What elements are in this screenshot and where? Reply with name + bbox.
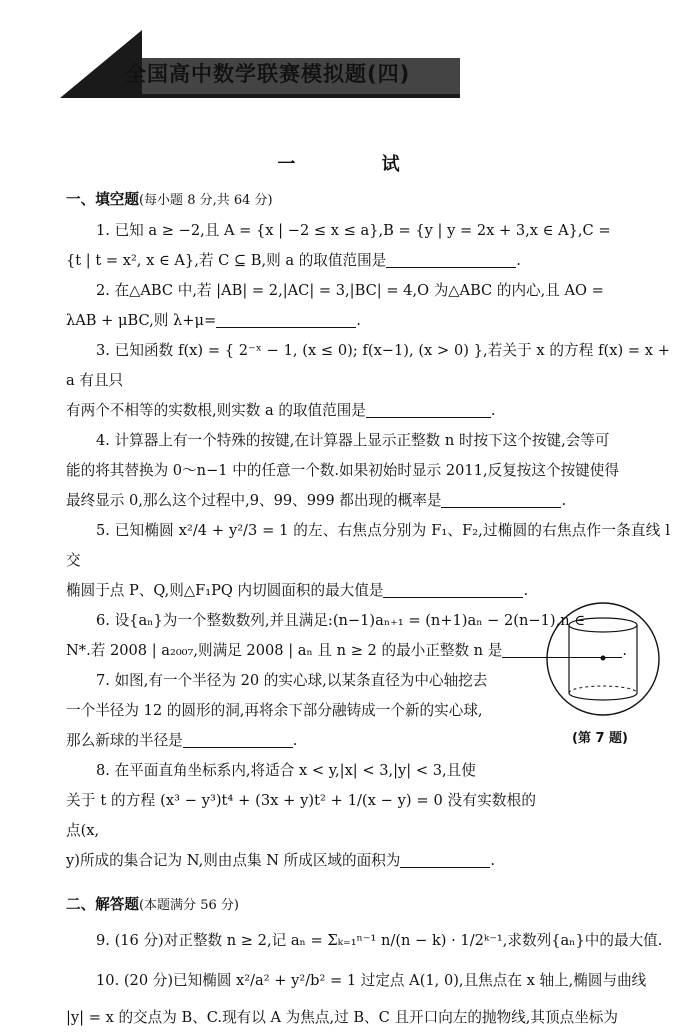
question-2: 2. 在△ABC 中,若 |AB| = 2,|AC| = 3,|BC| = 4,O 为△ABC 的内心,且 AO = bbox=[96, 282, 604, 299]
question-5: 5. 已知椭圆 x²/4 + y²/3 = 1 的左、右焦点分别为 F₁、F₂,过椭圆的右焦点作一条直线 l 交 bbox=[66, 522, 670, 569]
section2-heading: 二、解答题(本题满分 56 分) bbox=[66, 896, 239, 913]
exam-content: 一、填空题(每小题 8 分,共 64 分) 1. 已知 a ≥ −2,且 A = {x | −2 ≤ x ≤ a},B = {y | y = 2x + 3,x ∈ A},C = {t | t = x², x ∈ A},若 C ⊆ B,则 a 的取值范围是 . 2. 在△ABC 中,若 |AB| = 2,|AC| = 3,|BC| = 4,O 为△ABC 的内心,且 AO = λAB + μBC,则 λ+μ= . 3. 已知函数 f(x) = { 2⁻ˣ − 1, (x ≤ 0); f(x−1), (x > 0) },若关于 x 的方程 f(x) = x + a 有且只 有两个不相等的实数根,则实数 a 的取值范围是 . 4. 计算器上有一个特殊的按键,在计算器上显示正整数 n 时按下这个按键,会等可 能的将其替换为 0～n−1 中的任意一个数.如果初始时显示 2011,反复按这个按键使得 最终显示 0,那么这个过程中,9、99、999 都出现的概率是 . 5. 已知椭圆 x²/4 + y²/3 = 1 的左、右焦点分别为 F₁、F₂,过椭圆的右焦点作一条直线 l 交 椭圆于点 P、Q,则△F₁PQ 内切圆面积的最大值是 . 6. 设{aₙ}为一个整数数列,并且满足:(n−1)aₙ₊₁ = (n+1)aₙ − 2(n−1),n ∈ N*.若 2008 | a₂₀₀₇,则满足 2008 | aₙ 且 n ≥ 2 的最小正整数 n 是 . 7. 如图,有一个半径为 20 的实心球,以某条直径为中心轴挖去 一个半径为 12 的圆形的洞,再将余下部分融铸成一个新的实心球, 那么新球的半径是 . 8. 在平面直角坐标系内,将适合 x < y,|x| < 3,|y| < 3,且使 关于 t 的方程 (x³ − y³)t⁴ + (3x + y)t² + 1/(x − y) = 0 没有实数根的点(x, y)所成的集合记为 N,则由点集 N 所成区域的面积为 . 二、解答题(本题满分 56 分) 9. (16 分)对正整数 n ≥ 2,记 aₙ = Σₖ₌₁ⁿ⁻¹ n/(n − k) · 1/2ᵏ⁻¹,求数列{aₙ}中的最大值. 10. (20 分)已知椭圆 x²/a² + y²/b² = 1 过定点 A(1, 0),且焦点在 x 轴上,椭圆与曲线 |y| = x 的交点为 B、C.现有以 A 为焦点,过 B、C 且开口向左的抛物线,其顶点坐标为 bbox=[66, 185, 670, 1035]
figure-caption: (第 7 题) bbox=[572, 731, 628, 746]
question-1: 1. 已知 a ≥ −2,且 A = {x | −2 ≤ x ≤ a},B = {y | y = 2x + 3,x ∈ A},C = bbox=[96, 222, 611, 239]
exam-part-heading: 一 试 bbox=[277, 154, 440, 175]
question-6: 6. 设{aₙ}为一个整数数列,并且满足:(n−1)aₙ₊₁ = (n+1)aₙ − 2(n−1),n ∈ bbox=[96, 612, 586, 629]
page-title: 全国高中数学联赛模拟题(四) bbox=[125, 62, 411, 86]
question-7: 7. 如图,有一个半径为 20 的实心球,以某条直径为中心轴挖去 一个半径为 12 的圆形的洞,再将余下部分融铸成一个新的实心球, 那么新球的半径是 . bbox=[66, 672, 488, 749]
question-8: 8. 在平面直角坐标系内,将适合 x < y,|x| < 3,|y| < 3,且使 关于 t 的方程 (x³ − y³)t⁴ + (3x + y)t² + 1/(x − y) = 0 没有实数根的点(x, y)所成的集合记为 N,则由点集 N 所成区域的面积为 . bbox=[66, 762, 536, 869]
sphere-figure bbox=[544, 600, 662, 718]
question-4: 4. 计算器上有一个特殊的按键,在计算器上显示正整数 n 时按下这个按键,会等可 bbox=[96, 432, 610, 449]
question-9: 9. (16 分)对正整数 n ≥ 2,记 aₙ = Σₖ₌₁ⁿ⁻¹ n/(n − k) · 1/2ᵏ⁻¹,求数列{aₙ}中的最大值. bbox=[96, 932, 663, 949]
section1-heading: 一、填空题(每小题 8 分,共 64 分) bbox=[66, 191, 273, 208]
question-10: 10. (20 分)已知椭圆 x²/a² + y²/b² = 1 过定点 A(1, 0),且焦点在 x 轴上,椭圆与曲线 bbox=[96, 972, 647, 989]
question-3: 3. 已知函数 f(x) = { 2⁻ˣ − 1, (x ≤ 0); f(x−1), (x > 0) },若关于 x 的方程 f(x) = x + a 有且只 bbox=[66, 342, 670, 389]
